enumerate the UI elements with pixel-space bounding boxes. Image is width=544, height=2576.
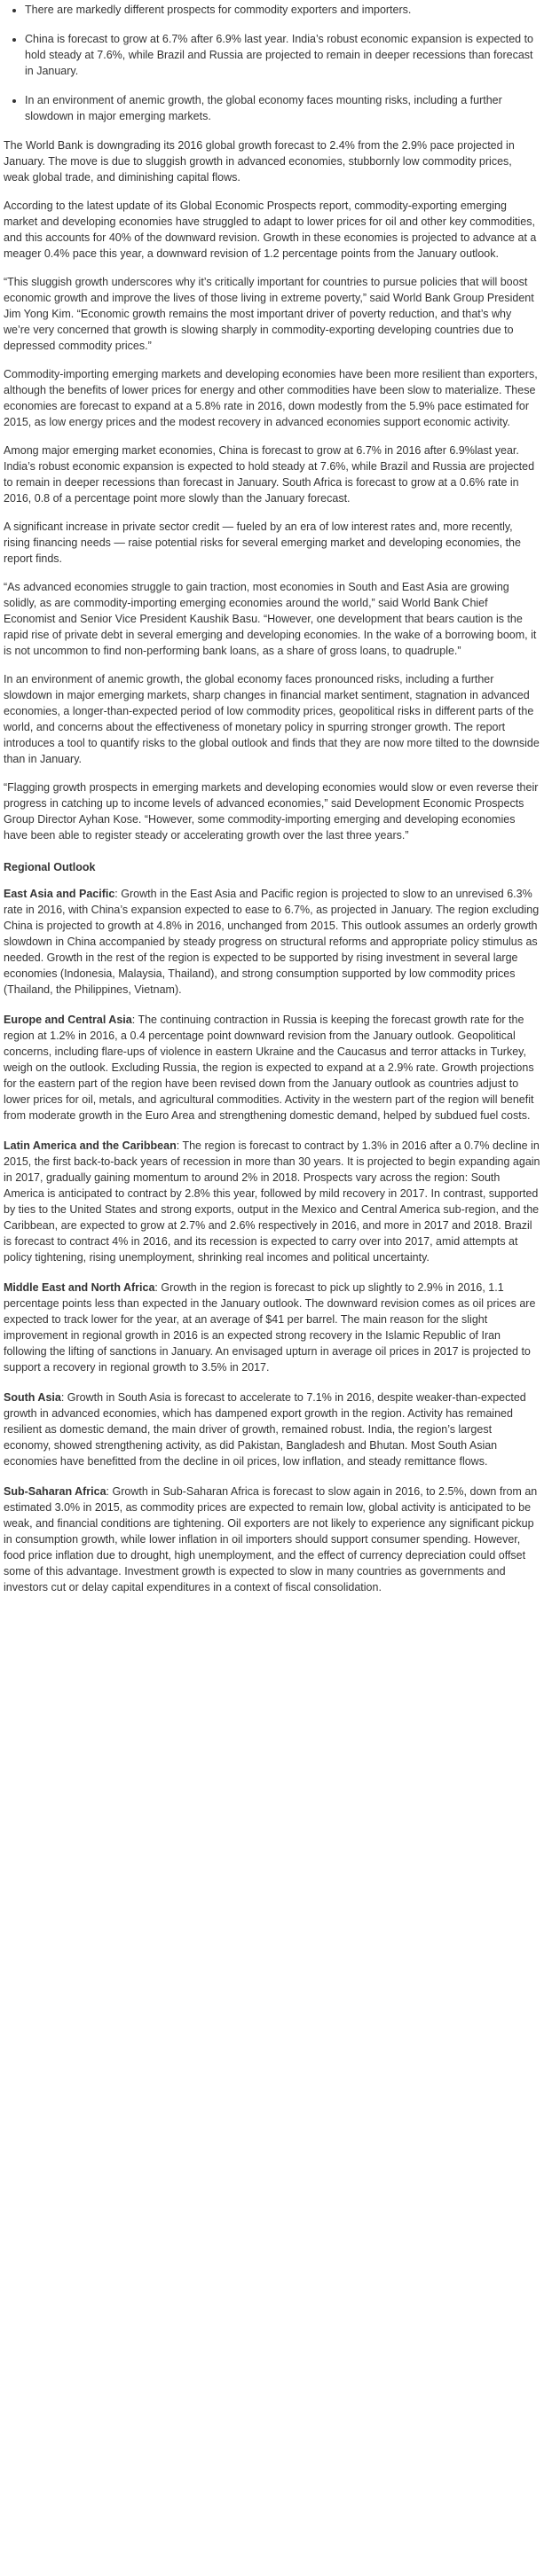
region-paragraph-middle-east-north-africa xyxy=(4,1280,540,1375)
region-name: Europe and Central Asia xyxy=(4,1014,132,1026)
region-name: Middle East and North Africa xyxy=(4,1281,155,1294)
regional-outlook-section xyxy=(4,886,540,1595)
region-text: : Growth in South Asia is forecast to accelerate to 7.1% in 2016, despite weaker-than-expected growth in advanced economies, which has dampened export growth in the region. Activity has remained resilient as domestic demand, the main driver of growth, remained robust. India, the region’s largest economy, showed strengthening activity, as did Pakistan, Bangladesh and Bhutan. Most South Asian economies have benefitted from the decline in oil prices, low inflation, and steady remittance flows. xyxy=(4,1391,526,1468)
region-text: : Growth in the region is forecast to pick up slightly to 2.9% in 2016, 1.1 percentage points less than expected in the January outlook. The downward revision comes as oil prices are expected to track lower for the year, at an average of $41 per barrel. The main reason for the slight improvement in regional growth in 2016 is an expected strong recovery in the Islamic Republic of Iran following the lifting of sanctions in January. An envisaged upturn in average oil prices in 2017 is projected to support a recovery in regional growth to 3.5% in 2017. xyxy=(4,1281,536,1374)
paragraph: The World Bank is downgrading its 2016 global growth forecast to 2.4% from the 2.9% pace projected in January. The move is due to sluggish growth in advanced economies, stubbornly low commodity prices, weak global trade, and diminishing capital flows. xyxy=(4,139,515,184)
key-points-list xyxy=(4,2,540,124)
region-paragraph-sub-saharan-africa xyxy=(4,1484,540,1595)
regional-outlook-heading: Regional Outlook xyxy=(4,861,96,873)
paragraph: In an environment of anemic growth, the global economy faces pronounced risks, including a further slowdown in major emerging markets, sharp changes in financial market sentiment, stagnation in advanced economies, a longer-than-expected period of low commodity prices, geopolitical risks in different parts of the world, and concerns about the effectiveness of monetary policy in spurring stronger growth. The report introduces a tool to quantify risks to the global outlook and finds that they are now more tilted to the downside than in January. xyxy=(4,673,540,765)
paragraph: Among major emerging market economies, China is forecast to grow at 6.7% in 2016 after 6.9%last year. India’s robust economic expansion is expected to hold steady at 7.6%, while Brazil and Russia are projected to remain in deeper recessions than forecast in January. South Africa is forecast to grow at a 0.6% rate in 2016, 0.8 of a percentage point more slowly than the January forecast. xyxy=(4,444,535,505)
region-text: : The region is forecast to contract by 1.3% in 2016 after a 0.7% decline in 2015, the first back-to-back years of recession in more than 30 years. It is projected to begin expanding again in 2017, gradually gaining momentum to around 2% in 2018. Prospects vary across the region: South America is anticipated to contract by 2.8% this year, followed by mild recovery in 2017. In contrast, supported by ties to the United States and strong exports, output in the Mexico and Central America sub-region, and the Caribbean, are expected to grow at 2.7% and 2.6% respectively in 2016, and more in 2017 and 2018. Brazil is forecast to contract 4% in 2016, and its recession is expected to carry over into 2017, amid attempts at policy tightening, rising unemployment, shrinking real incomes and political uncertainty. xyxy=(4,1139,540,1264)
region-name: South Asia xyxy=(4,1391,61,1404)
paragraph: “As advanced economies struggle to gain traction, most economies in South and East Asia are growing solidly, as are commodity-importing emerging economies around the world,” said World Bank Chief Economist and Senior Vice President Kaushik Basu. “However, one development that bears caution is the rapid rise of private debt in several emerging and developing economies. In the wake of a borrowing boom, it is not uncommon to find non-performing bank loans, as a share of gross loans, to quadruple.” xyxy=(4,581,537,657)
key-point-item: • China is forecast to grow at 6.7% after 6.9% last year. India’s robust economic expansion is expected to hold steady at 7.6%, while Brazil and Russia are projected to remain in deeper recessions than forecast in January. xyxy=(25,31,540,79)
article-body xyxy=(4,137,540,843)
region-text: : Growth in Sub-Saharan Africa is forecast to slow again in 2016, to 2.5%, down from an estimated 3.0% in 2015, as commodity prices are expected to remain low, global activity is anticipated to be weak, and financial conditions are tightening. Oil exporters are not likely to experience any significant pickup in consumption growth, while lower inflation in oil importers should support consumer spending. However, food price inflation due to drought, high unemployment, and the effect of currency depreciation could offset some of this advantage. Investment growth is expected to slow in many countries as governments and investors cut or delay capital expenditures in a context of fiscal consolidation. xyxy=(4,1485,538,1593)
region-paragraph-south-asia xyxy=(4,1390,540,1469)
region-name: East Asia and Pacific xyxy=(4,888,115,900)
region-name: Latin America and the Caribbean xyxy=(4,1139,177,1152)
paragraph: According to the latest update of its Global Economic Prospects report, commodity-exporting emerging market and developing economies have struggled to adapt to lower prices for oil and other key commodities, and this accounts for 40% of the downward revision. Growth in these economies is projected to advance at a meager 0.4% pace this year, a downward revision of 1.2 percentage points from the January outlook. xyxy=(4,200,537,260)
region-text: : The continuing contraction in Russia is keeping the forecast growth rate for the region at 1.2% in 2016, a 0.4 percentage point downward revision from the January outlook. Geopolitical concerns, including flare-ups of violence in eastern Ukraine and the Caucasus and terror attacks in Turkey, weigh on the outlook. Excluding Russia, the region is expected to expand at a 2.9% rate. Growth projections for the eastern part of the region have been revised down from the January outlook as countries adjust to lower prices for oil, metals, and agricultural commodities. Activity in the western part of the region will benefit from moderate growth in the Euro Area and strengthening domestic demand, helped by subdued fuel costs. xyxy=(4,1014,534,1122)
paragraph: “This sluggish growth underscores why it’s critically important for countries to pursue policies that will boost economic growth and improve the lives of those living in extreme poverty,” said World Bank Group President Jim Yong Kim. “Economic growth remains the most important driver of poverty reduction, and that’s why we’re very concerned that growth is slowing sharply in commodity-exporting developing countries due to depressed commodity prices.” xyxy=(4,276,534,352)
region-paragraph-latin-america-caribbean xyxy=(4,1138,540,1265)
paragraph: “Flagging growth prospects in emerging markets and developing economies would slow or even reverse their progress in catching up to income levels of advanced economies,” said Development Economic Prospects Group Director Ayhan Kose. “However, some commodity-importing emerging and developing economies have been able to register steady or accelerating growth over the last three years.” xyxy=(4,781,539,842)
key-point-item: • In an environment of anemic growth, the global economy faces mounting risks, including a further slowdown in major emerging markets. xyxy=(25,92,540,124)
region-text: : Growth in the East Asia and Pacific region is projected to slow to an unrevised 6.3% rate in 2016, with China’s expansion expected to ease to 6.7%, as projected in January. The region excluding China is projected to growth at 4.8% in 2016, unchanged from 2015. This outlook assumes an orderly growth slowdown in China accompanied by steady progress on structural reforms and appropriate policy stimulus as needed. Growth in the rest of the region is expected to be supported by rising investment in several large economies (Indonesia, Malaysia, Thailand), and strong consumption supported by low commodity prices (Thailand, the Philippines, Vietnam). xyxy=(4,888,540,996)
paragraph: A significant increase in private sector credit — fueled by an era of low interest rates and, more recently, rising financing needs — raise potential risks for several emerging market and developing economies, the report finds. xyxy=(4,521,521,565)
region-paragraph-east-asia-pacific xyxy=(4,886,540,998)
key-point-item: • There are markedly different prospects for commodity exporters and importers. xyxy=(25,2,540,18)
paragraph: Commodity-importing emerging markets and developing economies have been more resilient than exporters, although the benefits of lower prices for energy and other commodities have been slow to materialize. These economies are forecast to expand at a 5.8% rate in 2016, down modestly from the 5.9% pace estimated for 2015, as low energy prices and the modest recovery in advanced economies support economic activity. xyxy=(4,368,538,428)
region-paragraph-europe-central-asia xyxy=(4,1012,540,1124)
region-name: Sub-Saharan Africa xyxy=(4,1485,106,1498)
